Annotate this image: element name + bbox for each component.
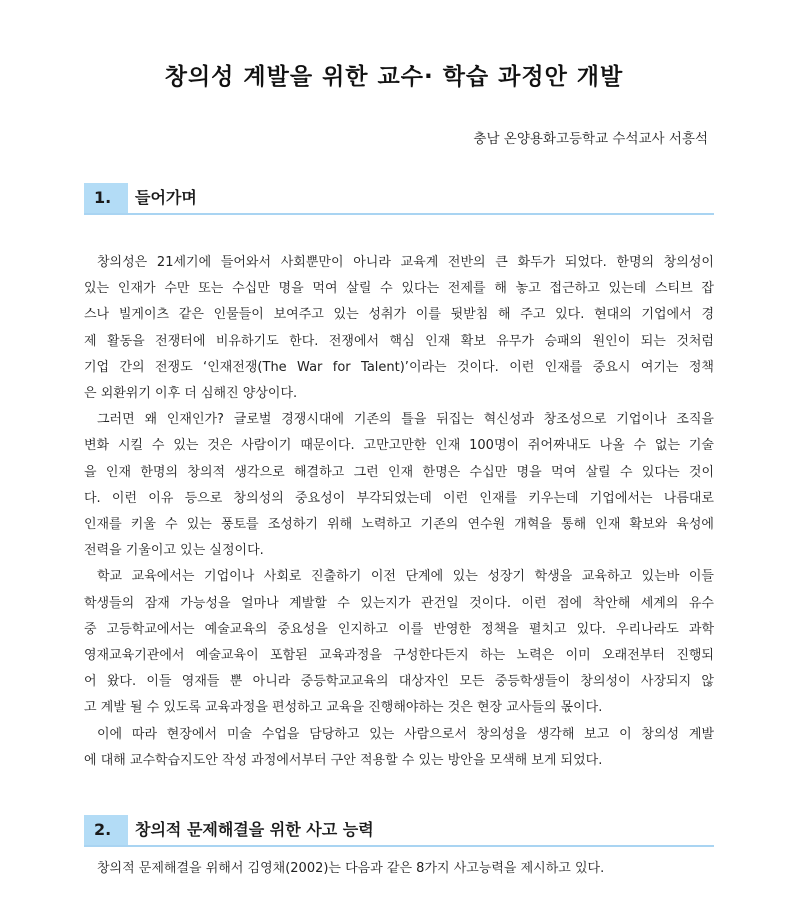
section-1-text-line: 에 대해 교수학습지도안 작성 과정에서부터 구안 적용할 수 있는 방안을 모색해 보게 되었다. xyxy=(84,752,603,768)
section-2-text-line: 창의적 문제해결을 위해서 김영채(2002)는 다음과 같은 8가지 사고능력을 제시하고 있다. xyxy=(97,861,605,876)
section-1-text-line: 고 계발 될 수 있도록 교육과정을 편성하고 교육을 진행해야하는 것은 현장 교사들의 몫이다. xyxy=(84,700,603,716)
section-1-text-line: 학생들의 잠재 가능성을 얼마나 계발할 수 있는지가 관건일 것이다. 이런 점에 착안해 세계의 유수 xyxy=(84,595,714,611)
section-2-body xyxy=(84,856,714,882)
section-1-text-line: 창의성은 21세기에 들어와서 사회뿐만이 아니라 교육계 전반의 큰 화두가 되었다. 한명의 창의성이 xyxy=(97,255,714,270)
section-1-text-line: 영재교육기관에서 예술교육이 포함된 교육과정을 구성한다든지 하는 노력은 이미 오래전부터 진행되 xyxy=(84,648,714,664)
section-1-text-line: 어 왔다. 이들 영재들 뿐 아니라 중등학교교육의 대상자인 모든 중등학생들이 창의성이 사장되지 않 xyxy=(84,674,714,690)
section-1-text-line: 다. 이런 이유 등으로 창의성의 중요성이 부각되었는데 이런 인재를 키우는데 기업에서는 나름대로 xyxy=(84,490,714,506)
section-1-text-line: 중 고등학교에서는 예술교육의 중요성을 인지하고 이를 반영한 정책을 펼치고 있다. 우리나라도 과학 xyxy=(84,621,714,637)
section-1-number: 1. xyxy=(84,183,128,213)
section-1-text-line: 인재를 키울 수 있는 풍토를 조성하기 위해 노력하고 기존의 연수원 개혁을 통해 인재 확보와 육성에 xyxy=(84,517,714,533)
section-1-text-line: 변화 시킬 수 있는 것은 사람이기 때문이다. 고만고만한 인재 100명이 쥐어짜내도 나올 수 없는 기술 xyxy=(84,438,714,454)
section-1-text-line: 은 외환위기 이후 더 심해진 양상이다. xyxy=(84,386,298,402)
section-1-text-line: 학교 교육에서는 기업이나 사회로 진출하기 이전 단계에 있는 성장기 학생을 교육하고 있는바 이들 xyxy=(97,569,714,585)
section-1-text-line: 그러면 왜 인재인가? 글로벌 경쟁시대에 기존의 틀을 뒤집는 혁신성과 창조성으로 기업이나 조직을 xyxy=(97,412,714,428)
section-1-text-line: 전력을 기울이고 있는 실정이다. xyxy=(84,543,264,559)
section-1-title: 들어가며 xyxy=(135,188,197,207)
section-2-header xyxy=(84,815,714,847)
section-1-text-line: 이에 따라 현장에서 미술 수업을 담당하고 있는 사람으로서 창의성을 생각해 보고 이 창의성 계발 xyxy=(97,726,714,742)
section-2-title: 창의적 문제해결을 위한 사고 능력 xyxy=(135,820,374,839)
section-1-header xyxy=(84,183,714,215)
document-author: 충남 온양용화고등학교 수석교사 서흥석 xyxy=(473,131,708,147)
section-1-text-line: 기업 간의 전쟁도 ‘인재전쟁(The War for Talent)’이라는 것이다. 이런 인재를 중요시 여기는 정책 xyxy=(84,359,714,375)
section-2-number: 2. xyxy=(84,815,128,845)
section-1-text-line: 있는 인재가 수만 또는 수십만 명을 먹여 살릴 수 있다는 전제를 해 놓고 접근하고 있는데 스티브 잡 xyxy=(84,281,714,297)
document-title: 창의성 계발을 위한 교수· 학습 과정안 개발 xyxy=(164,64,624,90)
section-1-text-line: 을 인재 한명의 창의적 생각으로 해결하고 그런 인재 한명은 수십만 명을 먹여 살릴 수 있다는 것이 xyxy=(84,464,714,480)
section-1-body xyxy=(84,250,714,774)
section-1-text-line: 제 활동을 전쟁터에 비유하기도 한다. 전쟁에서 핵심 인재 확보 유무가 승패의 원인이 되는 것처럼 xyxy=(84,333,714,349)
section-1-text-line: 스나 빌게이츠 같은 인물들이 보여주고 있는 성취가 이를 뒷받침 해 주고 있다. 현대의 기업에서 경 xyxy=(84,307,714,323)
